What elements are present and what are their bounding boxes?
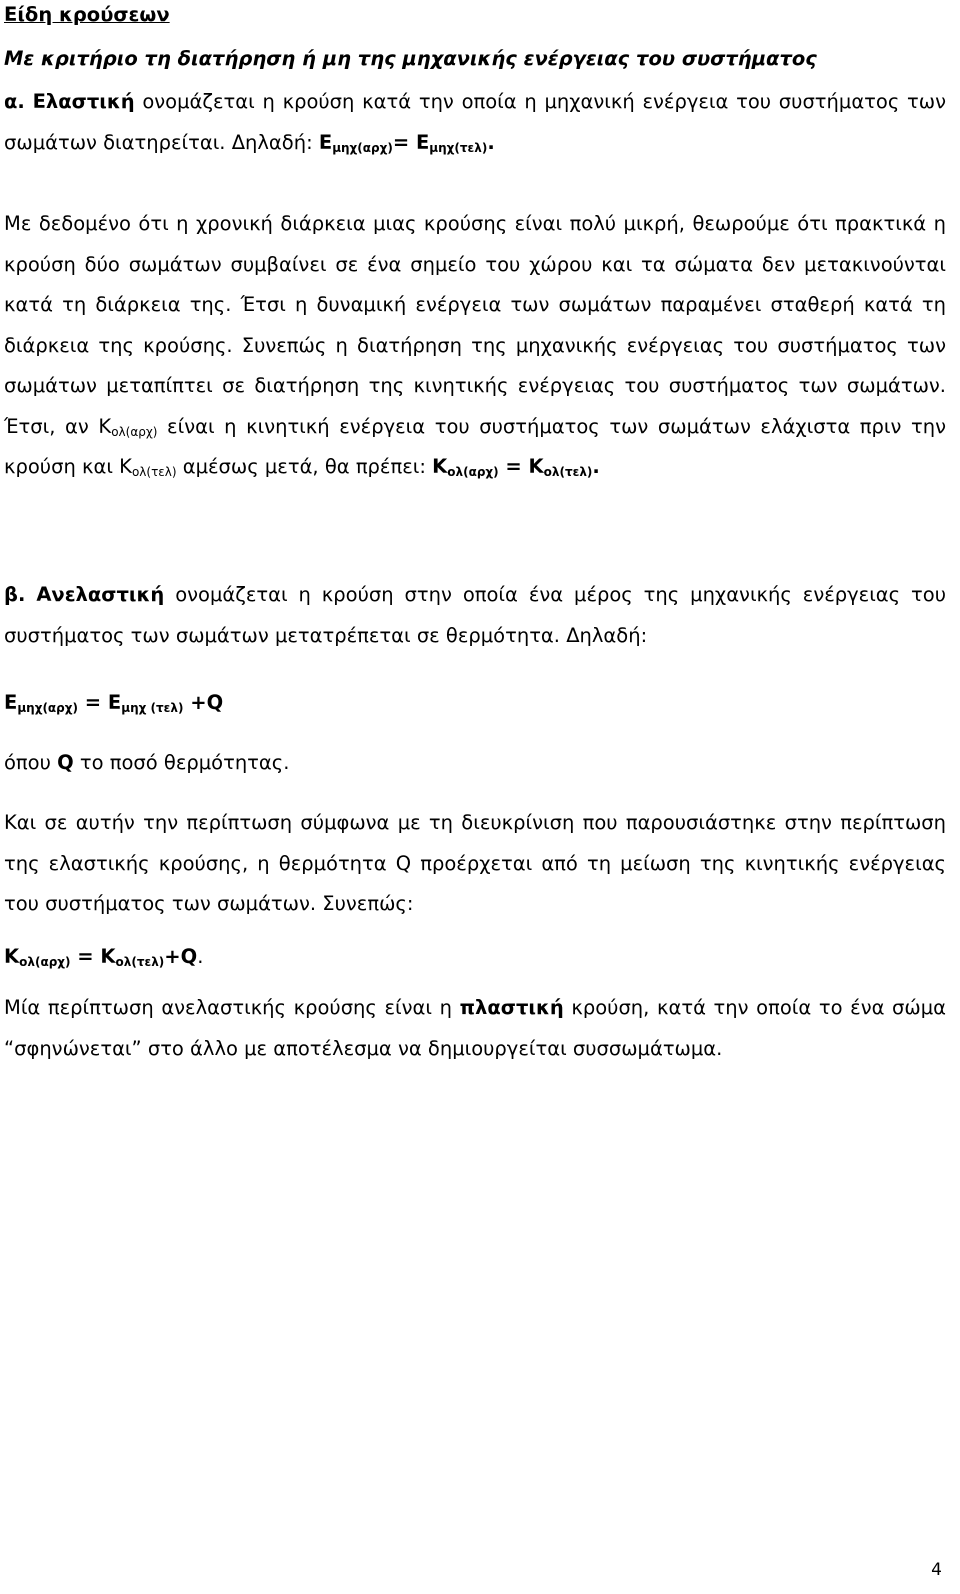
- case-paragraph: Και σε αυτήν την περίπτωση σύμφωνα με τη διευκρίνιση που παρουσιάστηκε στην περίπτωση της ελαστικής κρούσης, η θερμότητα Q προέρχεται από τη μείωση της κινητικής ενέργειας του συστήματος των σωμάτων. Συνεπώς:: [4, 811, 946, 915]
- elastic-eq-rhs-sub: μηχ(τελ): [429, 140, 488, 155]
- elastic-eq-lhs: Ε: [318, 130, 333, 154]
- inelastic-term: Ανελαστική: [36, 583, 165, 606]
- kinetic-eq-mid: = Κ: [498, 455, 544, 478]
- eq2-end: +Q: [164, 945, 198, 968]
- eq2-mid: = Κ: [70, 945, 116, 968]
- elastic-text: ονομάζεται η κρούση κατά την οποία η μηχανική ενέργεια του συστήματος των σωμάτων διατηρείται. Δηλαδή:: [4, 90, 946, 154]
- where-q-symbol: Q: [57, 751, 74, 774]
- section-subtitle: Με κριτήριο τη διατήρηση ή μη της μηχανικής ενέργειας του συστήματος: [4, 47, 817, 70]
- eq2-dot: .: [197, 945, 204, 968]
- plastic-term: πλαστική: [459, 996, 564, 1019]
- elastic-eq-lhs-sub: μηχ(αρχ): [332, 140, 393, 155]
- explanation-text-3: Συνεπώς η διατήρηση της μηχανικής ενέργειας του συστήματος των σωμάτων μεταπίπτει σε διατήρηση της κινητικής ενέργειας του συστήματος των σωμάτων.: [4, 333, 946, 397]
- elastic-eq-mid: = Ε: [392, 130, 430, 154]
- inelastic-that-is: Δηλαδή:: [566, 623, 648, 647]
- kinetic-equation: [4, 944, 946, 970]
- k-end-sub: ολ(τελ): [131, 465, 177, 479]
- eq2-lhs: Κ: [4, 945, 20, 968]
- plastic-post: κρούση, κατά την οποία το ένα σώμα “σφηνώνεται” στο άλλο με αποτέλεσμα να δημιουργείται συσσωμάτωμα.: [4, 996, 947, 1060]
- explanation-text-5: είναι η κινητική ενέργεια του συστήματος των σωμάτων ελάχιστα πριν την κρούση και Κ: [4, 414, 946, 478]
- explanation-text-6: αμέσως μετά, θα πρέπει:: [176, 455, 433, 478]
- where-q-pre: όπου: [4, 751, 58, 774]
- section-title: Είδη κρούσεων: [4, 3, 170, 26]
- elastic-term: Ελαστική: [32, 90, 135, 113]
- elastic-definition: [4, 82, 946, 163]
- eq1-lhs: Ε: [4, 691, 18, 714]
- eq1-end: +Q: [183, 691, 224, 714]
- kinetic-eq-lhs-sub: ολ(αρχ): [447, 465, 499, 479]
- elastic-eq-end: .: [487, 130, 495, 154]
- eq1-rhs-sub: μηχ (τελ): [121, 701, 184, 715]
- kinetic-eq-end: .: [592, 455, 600, 478]
- kinetic-eq-lhs: Κ: [432, 455, 448, 478]
- inelastic-definition: [4, 575, 946, 656]
- eq1-mid: = Ε: [77, 691, 122, 714]
- k-start-sub: ολ(αρχ): [111, 424, 158, 439]
- eq2-rhs-sub: ολ(τελ): [115, 955, 165, 969]
- eq2-lhs-sub: ολ(αρχ): [19, 955, 71, 969]
- explanation-text-2: Έτσι η δυναμική ενέργεια των σωμάτων παραμένει σταθερή κατά τη διάρκεια της κρούσης.: [4, 293, 947, 357]
- inelastic-marker: β.: [4, 583, 26, 606]
- explanation-text-1: Με δεδομένο ότι η χρονική διάρκεια μιας κρούσης είναι πολύ μικρή, θεωρούμε ότι πρακτικά η κρούση δύο σωμάτων συμβαίνει σε ένα σημείο του χώρου και τα σώματα δεν μετακινούνται κατά τη διάρκεια της.: [4, 212, 946, 316]
- plastic-pre: Μία περίπτωση ανελαστικής κρούσης είναι η: [4, 996, 460, 1019]
- eq1-lhs-sub: μηχ(αρχ): [17, 701, 78, 715]
- explanation-text-4: Έτσι, αν Κ: [4, 414, 112, 438]
- page-number: 4: [931, 1560, 942, 1580]
- where-q-post: το ποσό θερμότητας.: [73, 751, 290, 774]
- kinetic-eq-rhs-sub: ολ(τελ): [543, 465, 593, 479]
- inelastic-text: ονομάζεται η κρούση στην οποία ένα μέρος της μηχανικής ενέργειας του συστήματος των σωμάτων μετατρέπεται σε θερμότητα.: [4, 583, 946, 647]
- where-q-line: [4, 750, 946, 776]
- explanation-paragraph: [4, 204, 946, 488]
- elastic-marker: α.: [4, 90, 25, 113]
- plastic-paragraph: [4, 988, 946, 1069]
- energy-equation: [4, 690, 946, 716]
